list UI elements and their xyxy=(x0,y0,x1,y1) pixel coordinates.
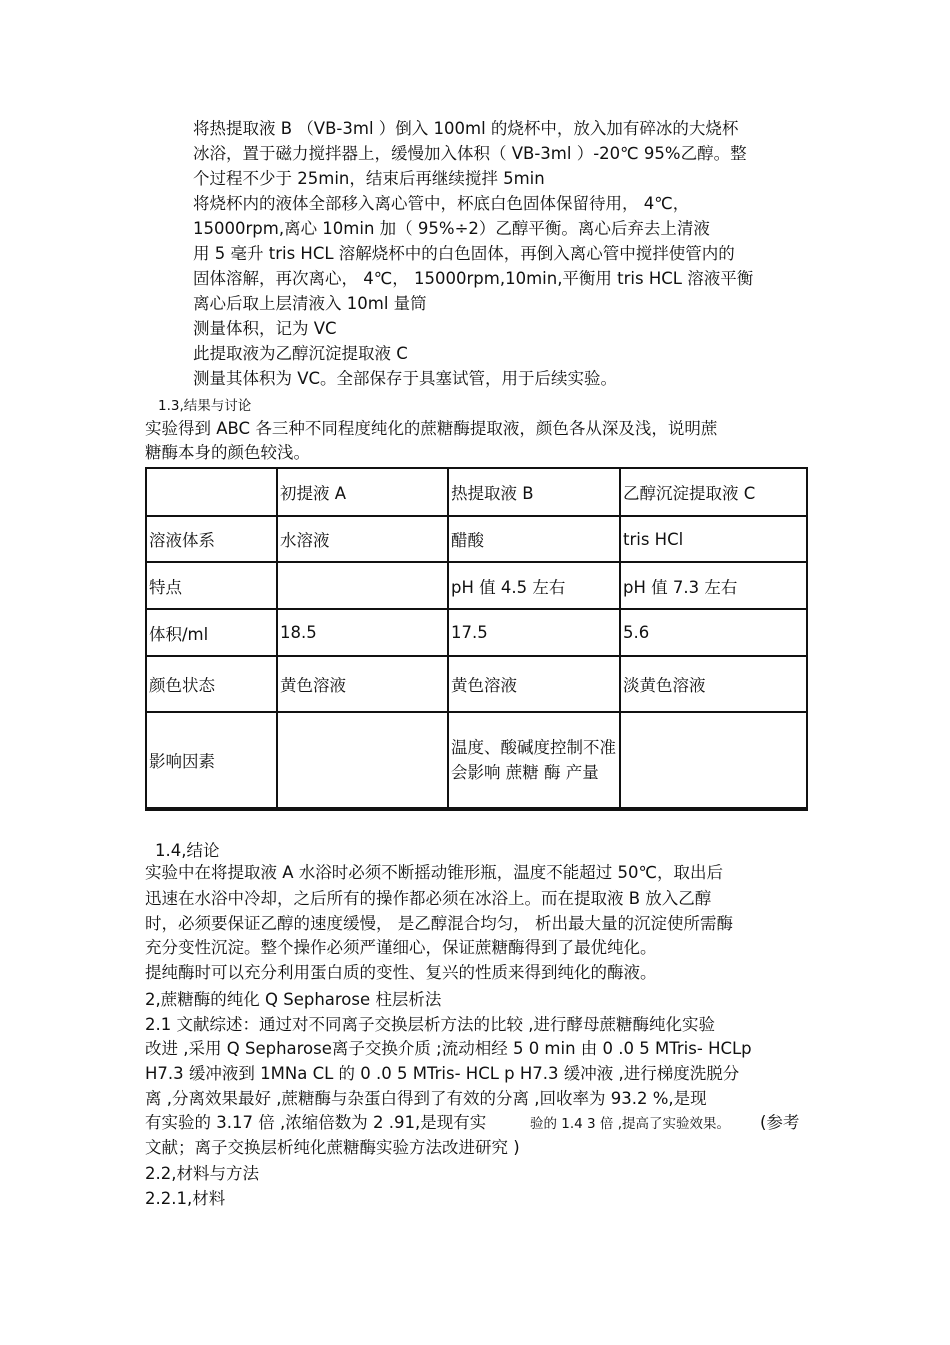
table-cell: 颜色状态 xyxy=(146,656,277,712)
procedure-line: 此提取液为乙醇沉淀提取液 C xyxy=(193,344,408,363)
table-cell: pH 值 7.3 左右 xyxy=(620,562,807,609)
table-cell: pH 值 4.5 左右 xyxy=(448,562,620,609)
table-row xyxy=(146,562,807,609)
procedure-line: 固体溶解，再次离心， 4℃， 15000rpm,10min,平衡用 tris HCL 溶液平衡 xyxy=(193,269,754,288)
table-header-cell xyxy=(146,468,277,516)
procedure-line: 15000rpm,离心 10min 加（ 95%÷2）乙醇平衡。离心后弃去上清液 xyxy=(193,219,710,238)
procedure-line: 将烧杯内的液体全部移入离心管中，杯底白色固体保留待用， 4℃， xyxy=(193,194,690,213)
procedure-line: 测量其体积为 VC。全部保存于具塞试管，用于后续实验。 xyxy=(193,369,618,388)
review-line: 离 ,分离效果最好 ,蔗糖酶与杂蛋白得到了有效的分离 ,回收率为 93.2 %,是现 xyxy=(145,1089,707,1108)
table-cell: 醋酸 xyxy=(448,516,620,562)
table-header-cell: 热提取液 B xyxy=(448,468,620,516)
results-paragraph-line: 糖酶本身的颜色较浅。 xyxy=(145,443,310,462)
table-cell: 黄色溶液 xyxy=(448,656,620,712)
section-heading-1-3: 1.3,结果与讨论 xyxy=(158,398,252,414)
review-line-small: 验的 1.4 3 倍 ,提高了实验效果。 xyxy=(530,1116,731,1132)
results-table xyxy=(145,467,808,811)
review-line: (参考 xyxy=(760,1113,800,1132)
section-heading-1-4: 1.4,结论 xyxy=(155,841,220,860)
review-line: 2.1 文献综述：通过对不同离子交换层析方法的比较 ,进行酵母蔗糖酶纯化实验 xyxy=(145,1015,715,1034)
procedure-line: 测量体积，记为 VC xyxy=(193,319,337,338)
table-cell: 17.5 xyxy=(448,609,620,656)
conclusion-line: 时，必须要保证乙醇的速度缓慢， 是乙醇混合均匀， 析出最大量的沉淀使所需酶 xyxy=(145,914,733,933)
procedure-line: 个过程不少于 25min，结束后再继续搅拌 5min xyxy=(193,169,545,188)
conclusion-line: 迅速在水浴中冷却，之后所有的操作都必须在冰浴上。而在提取液 B 放入乙醇 xyxy=(145,889,712,908)
procedure-line: 用 5 毫升 tris HCL 溶解烧杯中的白色固体，再倒入离心管中搅拌使管内的 xyxy=(193,244,735,263)
table-cell: 黄色溶液 xyxy=(277,656,448,712)
table-cell xyxy=(277,562,448,609)
table-cell: 影响因素 xyxy=(146,712,277,809)
subsection-heading-2-2: 2.2,材料与方法 xyxy=(145,1164,259,1183)
review-line: 有实验的 3.17 倍 ,浓缩倍数为 2 .91,是现有实 xyxy=(145,1113,487,1132)
table-cell: 温度、酸碱度控制不准 会影响 蔗糖 酶 产量 xyxy=(448,712,620,809)
table-cell: 淡黄色溶液 xyxy=(620,656,807,712)
table-cell xyxy=(277,712,448,809)
table-row xyxy=(146,656,807,712)
table-header-row xyxy=(146,468,807,516)
table-row xyxy=(146,516,807,562)
table-cell: tris HCl xyxy=(620,516,807,562)
table-cell: 溶液体系 xyxy=(146,516,277,562)
conclusion-line: 提纯酶时可以充分利用蛋白质的变性、复兴的性质来得到纯化的酶液。 xyxy=(145,963,657,982)
table-cell: 水溶液 xyxy=(277,516,448,562)
table-cell: 体积/ml xyxy=(146,609,277,656)
subsection-heading-2-2-1: 2.2.1,材料 xyxy=(145,1189,226,1208)
table-header-cell: 初提液 A xyxy=(277,468,448,516)
table-header-cell: 乙醇沉淀提取液 C xyxy=(620,468,807,516)
procedure-line: 将热提取液 B （VB-3ml ）倒入 100ml 的烧杯中，放入加有碎冰的大烧杯 xyxy=(193,119,739,138)
table-cell: 5.6 xyxy=(620,609,807,656)
procedure-line: 冰浴，置于磁力搅拌器上，缓慢加入体积（ VB-3ml ）-20℃ 95%乙醇。整 xyxy=(193,144,747,163)
review-line: 改进 ,采用 Q Sepharose离子交换介质 ;流动相经 5 0 min 由 0 .0 5 MTris- HCLp xyxy=(145,1039,752,1058)
review-line: H7.3 缓冲液到 1MNa CL 的 0 .0 5 MTris- HCL p H7.3 缓冲液 ,进行梯度洗脱分 xyxy=(145,1064,740,1083)
procedure-line: 离心后取上层清液入 10ml 量筒 xyxy=(193,294,427,313)
results-paragraph-line: 实验得到 ABC 各三种不同程度纯化的蔗糖酶提取液，颜色各从深及浅，说明蔗 xyxy=(145,419,718,438)
table-row xyxy=(146,609,807,656)
table-cell xyxy=(620,712,807,809)
review-line: 文献；离子交换层析纯化蔗糖酶实验方法改进研究 ) xyxy=(145,1138,520,1157)
table-row xyxy=(146,712,807,809)
conclusion-line: 充分变性沉淀。整个操作必须严谨细心，保证蔗糖酶得到了最优纯化。 xyxy=(145,938,657,957)
table-cell: 特点 xyxy=(146,562,277,609)
conclusion-line: 实验中在将提取液 A 水浴时必须不断摇动锥形瓶，温度不能超过 50℃，取出后 xyxy=(145,863,724,882)
section-heading-2: 2,蔗糖酶的纯化 Q Sepharose 柱层析法 xyxy=(145,990,442,1009)
table-cell: 18.5 xyxy=(277,609,448,656)
